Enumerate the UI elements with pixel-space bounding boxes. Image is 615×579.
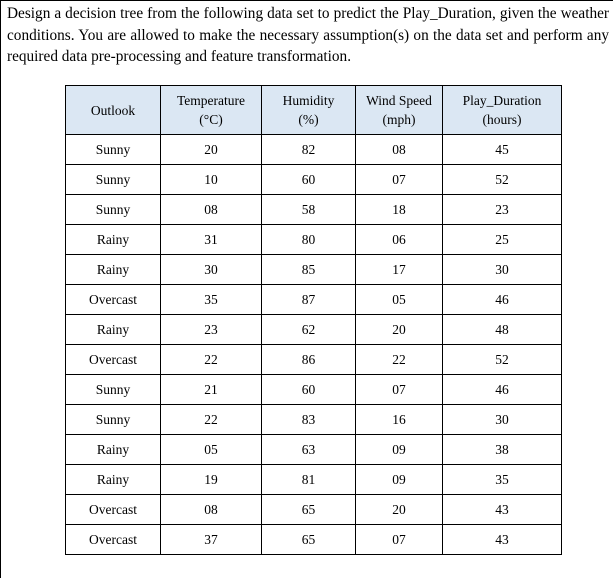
cell-outlook: Sunny bbox=[66, 375, 161, 405]
cell-humidity: 87 bbox=[262, 285, 356, 315]
table-row bbox=[66, 225, 562, 255]
header-play-duration-label: Play_Duration bbox=[462, 93, 542, 108]
cell-wind-speed: 09 bbox=[356, 435, 443, 465]
header-humidity bbox=[262, 86, 356, 135]
cell-humidity: 82 bbox=[262, 135, 356, 165]
table-row bbox=[66, 345, 562, 375]
cell-wind-speed: 20 bbox=[356, 315, 443, 345]
header-outlook-label: Outlook bbox=[90, 102, 136, 118]
data-table-container bbox=[65, 85, 562, 555]
cell-temperature: 31 bbox=[161, 225, 262, 255]
cell-temperature: 20 bbox=[161, 135, 262, 165]
header-wind-speed bbox=[356, 86, 443, 135]
cell-humidity: 60 bbox=[262, 165, 356, 195]
cell-play-duration: 30 bbox=[443, 255, 562, 285]
cell-outlook: Sunny bbox=[66, 405, 161, 435]
table-row bbox=[66, 195, 562, 225]
cell-wind-speed: 07 bbox=[356, 375, 443, 405]
cell-temperature: 30 bbox=[161, 255, 262, 285]
cell-outlook: Sunny bbox=[66, 195, 161, 225]
cell-outlook: Rainy bbox=[66, 465, 161, 495]
cell-play-duration: 38 bbox=[443, 435, 562, 465]
cell-temperature: 10 bbox=[161, 165, 262, 195]
cell-outlook: Sunny bbox=[66, 165, 161, 195]
cell-outlook: Overcast bbox=[66, 525, 161, 555]
cell-wind-speed: 22 bbox=[356, 345, 443, 375]
table-row bbox=[66, 135, 562, 165]
cell-humidity: 65 bbox=[262, 525, 356, 555]
cell-play-duration: 35 bbox=[443, 465, 562, 495]
cell-wind-speed: 05 bbox=[356, 285, 443, 315]
cell-play-duration: 30 bbox=[443, 405, 562, 435]
cell-humidity: 81 bbox=[262, 465, 356, 495]
cell-wind-speed: 06 bbox=[356, 225, 443, 255]
table-row bbox=[66, 375, 562, 405]
cell-wind-speed: 07 bbox=[356, 165, 443, 195]
cell-temperature: 23 bbox=[161, 315, 262, 345]
cell-temperature: 22 bbox=[161, 405, 262, 435]
cell-play-duration: 48 bbox=[443, 315, 562, 345]
table-row bbox=[66, 315, 562, 345]
cell-wind-speed: 16 bbox=[356, 405, 443, 435]
header-humidity-label: Humidity bbox=[282, 93, 335, 108]
cell-outlook: Overcast bbox=[66, 345, 161, 375]
cell-outlook: Overcast bbox=[66, 495, 161, 525]
weather-data-table bbox=[65, 85, 562, 555]
header-play-duration-unit: (hours) bbox=[482, 112, 522, 127]
cell-play-duration: 43 bbox=[443, 495, 562, 525]
cell-wind-speed: 17 bbox=[356, 255, 443, 285]
cell-outlook: Overcast bbox=[66, 285, 161, 315]
cell-temperature: 08 bbox=[161, 195, 262, 225]
cell-humidity: 80 bbox=[262, 225, 356, 255]
table-row bbox=[66, 405, 562, 435]
cell-outlook: Rainy bbox=[66, 315, 161, 345]
cell-temperature: 08 bbox=[161, 495, 262, 525]
table-row bbox=[66, 165, 562, 195]
cell-temperature: 05 bbox=[161, 435, 262, 465]
cell-play-duration: 43 bbox=[443, 525, 562, 555]
cell-temperature: 35 bbox=[161, 285, 262, 315]
cell-wind-speed: 09 bbox=[356, 465, 443, 495]
header-wind-speed-label: Wind Speed bbox=[366, 93, 432, 108]
cell-humidity: 58 bbox=[262, 195, 356, 225]
table-row bbox=[66, 525, 562, 555]
cell-temperature: 22 bbox=[161, 345, 262, 375]
cell-play-duration: 45 bbox=[443, 135, 562, 165]
cell-humidity: 85 bbox=[262, 255, 356, 285]
cell-play-duration: 52 bbox=[443, 345, 562, 375]
header-temperature bbox=[161, 86, 262, 135]
table-row bbox=[66, 255, 562, 285]
header-outlook bbox=[66, 86, 161, 135]
cell-humidity: 65 bbox=[262, 495, 356, 525]
header-temperature-label: Temperature bbox=[176, 93, 245, 108]
cell-humidity: 63 bbox=[262, 435, 356, 465]
cell-temperature: 19 bbox=[161, 465, 262, 495]
cell-play-duration: 46 bbox=[443, 285, 562, 315]
table-row bbox=[66, 495, 562, 525]
cell-wind-speed: 07 bbox=[356, 525, 443, 555]
header-temperature-unit: (°C) bbox=[199, 112, 223, 127]
header-humidity-unit: (%) bbox=[298, 112, 319, 127]
cell-play-duration: 25 bbox=[443, 225, 562, 255]
table-row bbox=[66, 285, 562, 315]
cell-outlook: Rainy bbox=[66, 435, 161, 465]
question-text: Design a decision tree from the following data set to predict the Play_Duration, given the weather conditions. You are allowed to make the necessary assumption(s) on the data set and perform any required data pre-processing and feature transformation. bbox=[7, 5, 609, 65]
cell-temperature: 37 bbox=[161, 525, 262, 555]
cell-humidity: 62 bbox=[262, 315, 356, 345]
cell-outlook: Rainy bbox=[66, 255, 161, 285]
cell-humidity: 60 bbox=[262, 375, 356, 405]
header-play-duration bbox=[443, 86, 562, 135]
cell-play-duration: 23 bbox=[443, 195, 562, 225]
cell-wind-speed: 20 bbox=[356, 495, 443, 525]
cell-humidity: 86 bbox=[262, 345, 356, 375]
header-row bbox=[66, 86, 562, 135]
cell-temperature: 21 bbox=[161, 375, 262, 405]
table-row bbox=[66, 435, 562, 465]
header-wind-speed-unit: (mph) bbox=[382, 112, 416, 127]
cell-play-duration: 52 bbox=[443, 165, 562, 195]
cell-outlook: Sunny bbox=[66, 135, 161, 165]
cell-humidity: 83 bbox=[262, 405, 356, 435]
cell-outlook: Rainy bbox=[66, 225, 161, 255]
cell-wind-speed: 18 bbox=[356, 195, 443, 225]
cell-wind-speed: 08 bbox=[356, 135, 443, 165]
table-row bbox=[66, 465, 562, 495]
cell-play-duration: 46 bbox=[443, 375, 562, 405]
